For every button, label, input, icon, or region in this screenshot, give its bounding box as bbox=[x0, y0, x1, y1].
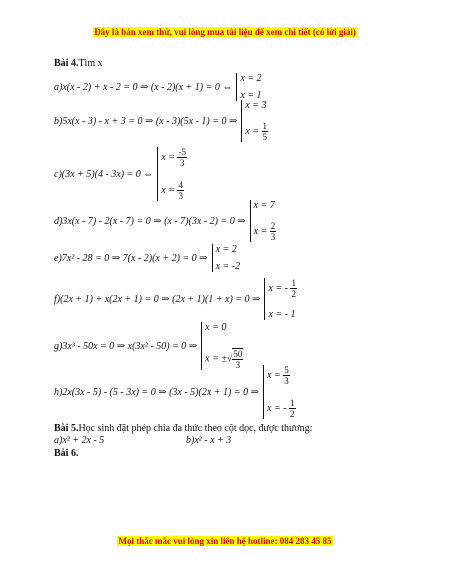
preview-notice-banner: Đây là bản xem thử, vui lòng mua tài liệu để xem chi tiết (có lời giải) bbox=[94, 27, 356, 37]
equation-row-f: f)(2x + 1) + x(2x + 1) = 0 ⇒ (2x + 1)(1 + x) = 0 ⇒ x = - $\frac{1}{2}$ x = - 1 bbox=[54, 278, 296, 320]
bai4-heading: Bài 4.Tìm x bbox=[54, 58, 103, 69]
equation-row-d: d)3x(x - 7) - 2(x - 7) = 0 ⇒ (x - 7)(3x - 2) = 0 ⇒ x = 7 x = $\frac{2}{3}$ bbox=[54, 200, 276, 242]
equation-row-h: h)2x(3x - 5) - (5 - 3x) = 0 ⇒ (3x - 5)(2x + 1) = 0 ⇒ x = $\frac{5}{3}$ x = - $\frac{1}{2}$ bbox=[54, 365, 295, 419]
hotline-banner: Mọi thắc mắc vui lòng xin liên hệ hotline: 084 283 45 85 bbox=[118, 536, 332, 546]
bai5-answer-b: b)x² - x + 3 bbox=[186, 435, 232, 446]
bai5-text: Bài 5.Học sinh đặt phép chia đa thức theo cột dọc, được thương: bbox=[54, 423, 313, 434]
equation-row-a: a)x(x - 2) + x - 2 = 0 ⇒ (x - 2)(x + 1) = 0 ⇔ x = 2 x = 1 bbox=[54, 73, 262, 101]
bai6-heading: Bài 6. bbox=[54, 448, 79, 459]
equation-row-g: g)3x³ - 50x = 0 ⇒ x(3x² - 50) = 0 ⇒ x = 0 x = ±√ $\frac{50}{3}$ bbox=[54, 322, 243, 370]
equation-row-b: b)5x(x - 3) - x + 3 = 0 ⇒ (x - 3)(5x - 1) = 0 ⇒ x = 3 x = $\frac{1}{5}$ bbox=[54, 100, 268, 142]
bai5-answer-a: a)x² + 2x - 5 bbox=[54, 435, 105, 446]
equation-row-e: e)7x² - 28 = 0 ⇒ 7(x - 2)(x + 2) = 0 ⇒ x = 2 x = -2 bbox=[54, 244, 241, 272]
equation-row-c: c)(3x + 5)(4 - 3x) = 0 ⇔ x = $\frac{-5}{3}$ x = $\frac{4}{3}$ bbox=[54, 147, 186, 201]
